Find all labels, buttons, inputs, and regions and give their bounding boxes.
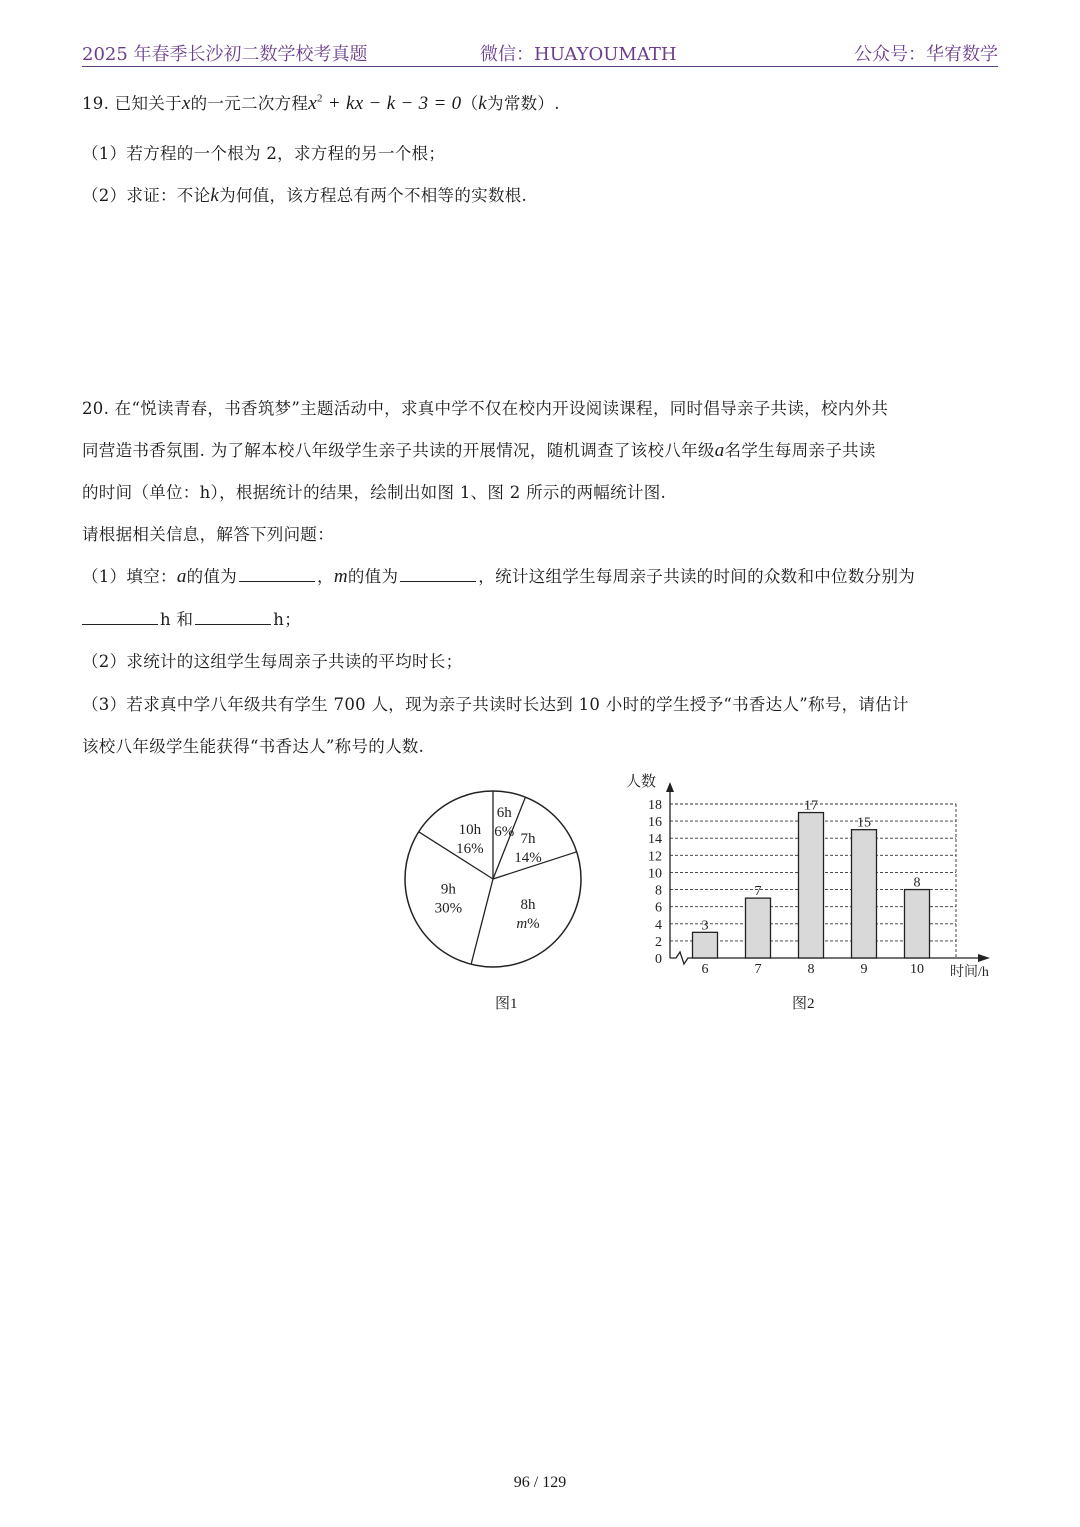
q19-stem-prefix: 19. 已知关于	[82, 94, 182, 113]
pie-slice-label: 9h	[440, 881, 456, 898]
q19-equation-exp: 2	[316, 92, 323, 105]
q20-part3-line1: （3）若求真中学八年级共有学生 700 人，现为亲子共读时长达到 10 小时的学生授予“书香达人”称号，请估计	[82, 695, 909, 714]
q19-equation-rest: + kx − k − 3 = 0	[327, 93, 462, 114]
q20-p1-var-m: m	[333, 566, 348, 587]
q20-line2	[82, 437, 876, 462]
pie-slice-label: 7h	[520, 831, 536, 848]
bar-ytick-label: 16	[648, 815, 662, 831]
q20-p1-c: ，	[317, 567, 334, 586]
q20-p1-a: （1）填空：	[82, 567, 177, 586]
bar-7	[746, 898, 771, 958]
bar-ytick-label: 6	[655, 900, 662, 916]
pie-slice-value: m%	[516, 915, 540, 932]
page-number: 96 / 129	[513, 1474, 567, 1491]
bar-10	[905, 890, 930, 958]
q19-paren: （	[461, 94, 479, 113]
bar-value-label: 8	[913, 875, 921, 891]
bar-ylabel: 人数	[626, 774, 657, 790]
q20-p1-g: h；	[273, 610, 302, 629]
q20-line2-prefix: 同营造书香氛围. 为了解本校八年级学生亲子共读的开展情况，随机调查了该校八年级	[82, 441, 715, 460]
q20-p1-d: 的值为	[347, 567, 399, 586]
q19-var-x: x	[181, 93, 191, 114]
pie-slice-value: 6%	[494, 824, 515, 841]
bar-chart	[620, 770, 1005, 980]
q19-part2-var: k	[210, 185, 220, 206]
bar-value-label: 7	[754, 884, 762, 900]
q19-equation-base: x	[308, 93, 317, 114]
bar-xtick-label: 8	[807, 962, 815, 977]
q20-part2: （2）求统计的这组学生每周亲子共读的平均时长；	[82, 652, 463, 671]
pie-slice-value: 14%	[514, 850, 542, 867]
pie-slice-label: 8h	[520, 896, 536, 913]
q20-line1: 20. 在“悦读青春，书香筑梦”主题活动中，求真中学不仅在校内开设阅读课程，同时倡导亲子共读，校内外共	[82, 399, 889, 418]
q19-part2-suffix: 为何值，该方程总有两个不相等的实数根.	[219, 186, 528, 205]
page-header	[82, 38, 998, 67]
pie-slice-label: 6h	[496, 805, 512, 822]
q20-p1-var-a: a	[176, 566, 187, 587]
bar-ytick-label: 0	[655, 952, 662, 967]
q20-p1-f: h 和	[160, 610, 194, 629]
q19-stem-suffix: 为常数）.	[487, 94, 560, 113]
q19-part1: （1）若方程的一个根为 2，求方程的另一个根；	[82, 144, 446, 163]
bar-x-arrow	[978, 954, 990, 962]
bar-xtick-label: 9	[860, 962, 868, 977]
bar-value-label: 17	[804, 798, 818, 814]
header-title: 2025 年春季长沙初二数学校考真题	[82, 44, 368, 65]
answer-blank-m[interactable]	[400, 567, 476, 582]
q19-stem-mid: 的一元二次方程	[190, 94, 309, 113]
pie-slice-label: 10h	[458, 821, 482, 838]
q19-part2	[82, 182, 527, 207]
q19-part2-prefix: （2）求证：不论	[82, 186, 211, 205]
bar-value-label: 3	[701, 918, 709, 934]
q19-var-k: k	[478, 93, 488, 114]
bar-ytick-label: 12	[648, 849, 662, 865]
bar-6	[693, 932, 718, 958]
header-wechat: 微信：HUAYOUMATH	[480, 44, 677, 65]
q20-part3-line2: 该校八年级学生能获得“书香达人”称号的人数.	[82, 737, 425, 756]
bar-ytick-label: 2	[655, 934, 662, 950]
answer-blank-median[interactable]	[195, 610, 271, 625]
bar-xtick-label: 7	[754, 962, 762, 977]
bar-xlabel: 时间/h	[950, 965, 989, 980]
bar-ytick-label: 10	[648, 866, 662, 882]
q20-p1-b: 的值为	[186, 567, 238, 586]
pie-slice-value: 16%	[456, 840, 484, 857]
bar-y-arrow	[666, 782, 674, 792]
figure2-caption: 图2	[792, 996, 815, 1012]
q19-stem	[82, 90, 560, 115]
pie-chart	[400, 786, 586, 972]
q20-part1-line2	[82, 606, 301, 630]
q20-part1-line1	[82, 563, 915, 588]
pie-slice-value: 30%	[434, 900, 463, 917]
bar-value-label: 15	[857, 815, 871, 831]
bar-9	[852, 830, 877, 958]
q20-line3: 的时间（单位：h），根据统计的结果，绘制出如图 1、图 2 所示的两幅统计图.	[82, 483, 667, 502]
q20-line4: 请根据相关信息，解答下列问题：	[82, 525, 334, 544]
header-account: 公众号：华宥数学	[854, 44, 998, 65]
bar-ytick-label: 8	[655, 883, 662, 899]
bar-ytick-label: 4	[655, 917, 662, 933]
q19-equation	[308, 93, 461, 114]
bar-8	[799, 813, 824, 958]
q20-line2-suffix: 名学生每周亲子共读	[724, 441, 876, 460]
bar-ytick-label: 14	[648, 832, 662, 848]
answer-blank-a[interactable]	[239, 567, 315, 582]
figure1-caption: 图1	[495, 996, 518, 1012]
bar-xtick-label: 6	[701, 962, 709, 977]
bar-xtick-label: 10	[910, 962, 924, 977]
bar-ytick-label: 18	[648, 798, 662, 813]
q20-p1-e: ，统计这组学生每周亲子共读的时间的众数和中位数分别为	[478, 567, 916, 586]
answer-blank-mode[interactable]	[82, 610, 158, 625]
q20-var-a: a	[714, 440, 725, 461]
